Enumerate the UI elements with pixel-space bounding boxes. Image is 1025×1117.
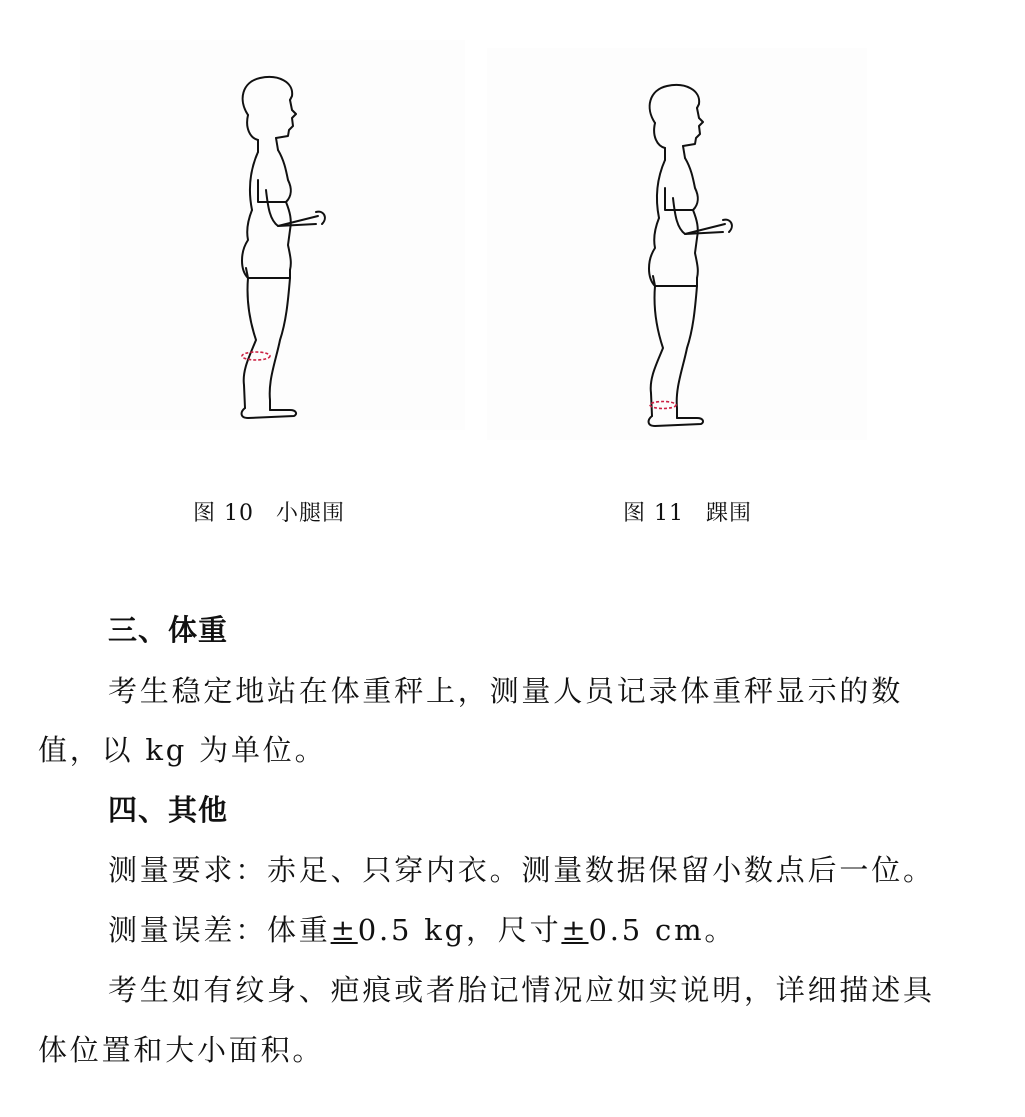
figure-number: 图 10	[193, 501, 254, 526]
error-size-value: 0.5 cm。	[588, 913, 737, 947]
standing-woman-illustration	[487, 48, 867, 440]
section-heading-other: 四、其他	[108, 793, 229, 827]
weight-paragraph-line-1: 考生稳定地站在体重秤上，测量人员记录体重秤显示的数	[108, 674, 904, 708]
section-heading-weight: 三、体重	[108, 613, 229, 647]
plus-minus-sign: ±	[330, 913, 358, 947]
error-weight-value: 0.5 kg，尺寸	[357, 913, 562, 947]
figure-number: 图 11	[623, 501, 684, 526]
measurement-error	[108, 908, 736, 949]
weight-paragraph-line-2: 值，以 kg 为单位。	[38, 733, 327, 767]
figure-calf-circumference	[80, 40, 465, 430]
figure-11-caption	[623, 496, 752, 527]
figure-10-caption	[193, 496, 345, 527]
note-paragraph-line-2: 体位置和大小面积。	[38, 1033, 325, 1067]
error-prefix: 测量误差：体重	[108, 913, 331, 947]
figure-title: 踝围	[706, 501, 753, 526]
measurement-requirement: 测量要求：赤足、只穿内衣。测量数据保留小数点后一位。	[108, 853, 935, 887]
standing-woman-illustration	[80, 40, 465, 430]
figure-ankle-circumference	[487, 48, 867, 440]
figure-title: 小腿围	[276, 501, 346, 526]
note-paragraph-line-1: 考生如有纹身、疤痕或者胎记情况应如实说明，详细描述具	[108, 973, 935, 1007]
plus-minus-sign: ±	[561, 913, 589, 947]
